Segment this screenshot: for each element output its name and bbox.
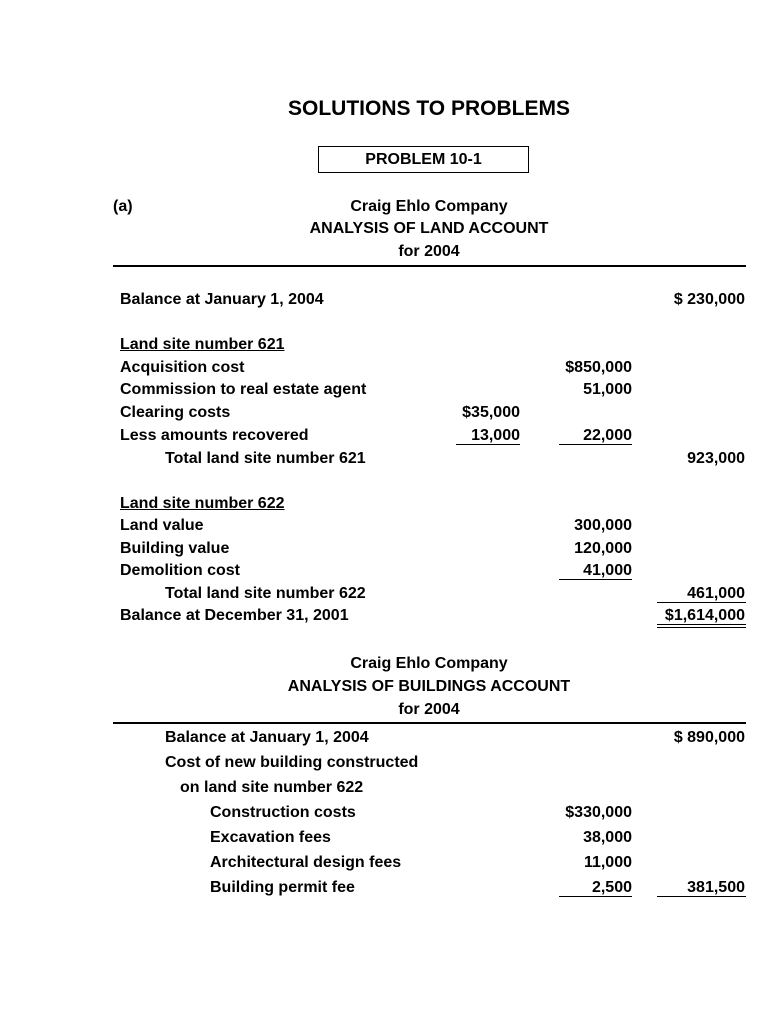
commission-label: Commission to real estate agent	[120, 381, 367, 398]
land-header-rule	[113, 265, 746, 267]
land-period: for 2004	[398, 243, 460, 260]
excavation-fees-value: 38,000	[583, 829, 632, 846]
architectural-fees-label: Architectural design fees	[210, 854, 402, 871]
demolition-cost-label: Demolition cost	[120, 562, 241, 579]
recovered-underline	[456, 444, 520, 445]
balance-dec-double-underline-1	[657, 624, 746, 625]
land-balance-dec-value: $1,614,000	[664, 607, 745, 624]
clearing-net-underline	[559, 444, 632, 445]
land-value-value: 300,000	[574, 517, 632, 534]
buildings-header-rule	[113, 722, 746, 724]
permit-underline	[559, 896, 632, 897]
clearing-costs-label: Clearing costs	[120, 404, 231, 421]
balance-dec-double-underline-2	[657, 627, 746, 628]
new-building-line-2: on land site number 622	[180, 779, 364, 796]
construction-costs-label: Construction costs	[210, 804, 356, 821]
building-value-value: 120,000	[574, 540, 632, 557]
building-value-label: Building value	[120, 540, 230, 557]
excavation-fees-label: Excavation fees	[210, 829, 331, 846]
total-622-underline	[657, 602, 746, 603]
buildings-balance-jan-value: $ 890,000	[673, 729, 745, 746]
site-621-heading: Land site number 621	[120, 336, 285, 353]
page-title: SOLUTIONS TO PROBLEMS	[288, 97, 570, 120]
buildings-period: for 2004	[398, 701, 460, 718]
commission-value: 51,000	[583, 381, 632, 398]
acquisition-cost-label: Acquisition cost	[120, 359, 245, 376]
architectural-fees-value: 11,000	[583, 854, 632, 871]
total-site-622-value: 461,000	[687, 585, 745, 602]
amounts-recovered-label: Less amounts recovered	[120, 427, 309, 444]
construction-costs-value: $330,000	[565, 804, 632, 821]
land-value-label: Land value	[120, 517, 204, 534]
clearing-costs-value: $35,000	[462, 404, 520, 421]
buildings-balance-jan-label: Balance at January 1, 2004	[165, 729, 369, 746]
new-building-line-1: Cost of new building constructed	[165, 754, 419, 771]
total-site-621-value: 923,000	[687, 450, 745, 467]
total-site-621-label: Total land site number 621	[165, 450, 366, 467]
clearing-net-value: 22,000	[583, 427, 632, 444]
land-balance-jan-value: $ 230,000	[673, 291, 745, 308]
demolition-cost-value: 41,000	[583, 562, 632, 579]
buildings-company-name: Craig Ehlo Company	[350, 655, 508, 672]
demolition-underline	[559, 579, 632, 580]
land-balance-dec-label: Balance at December 31, 2001	[120, 607, 349, 624]
problem-label: PROBLEM 10-1	[318, 146, 529, 173]
site-622-heading: Land site number 622	[120, 495, 285, 512]
part-label: (a)	[113, 198, 133, 215]
land-company-name: Craig Ehlo Company	[350, 198, 508, 215]
land-balance-jan-label: Balance at January 1, 2004	[120, 291, 324, 308]
new-building-total-value: 381,500	[687, 879, 745, 896]
permit-fee-label: Building permit fee	[210, 879, 355, 896]
permit-fee-value: 2,500	[591, 879, 632, 896]
acquisition-cost-value: $850,000	[565, 359, 632, 376]
buildings-account-title: ANALYSIS OF BUILDINGS ACCOUNT	[287, 678, 571, 695]
amounts-recovered-value: 13,000	[471, 427, 520, 444]
land-account-title: ANALYSIS OF LAND ACCOUNT	[309, 220, 549, 237]
total-site-622-label: Total land site number 622	[165, 585, 366, 602]
new-building-total-underline	[657, 896, 746, 897]
